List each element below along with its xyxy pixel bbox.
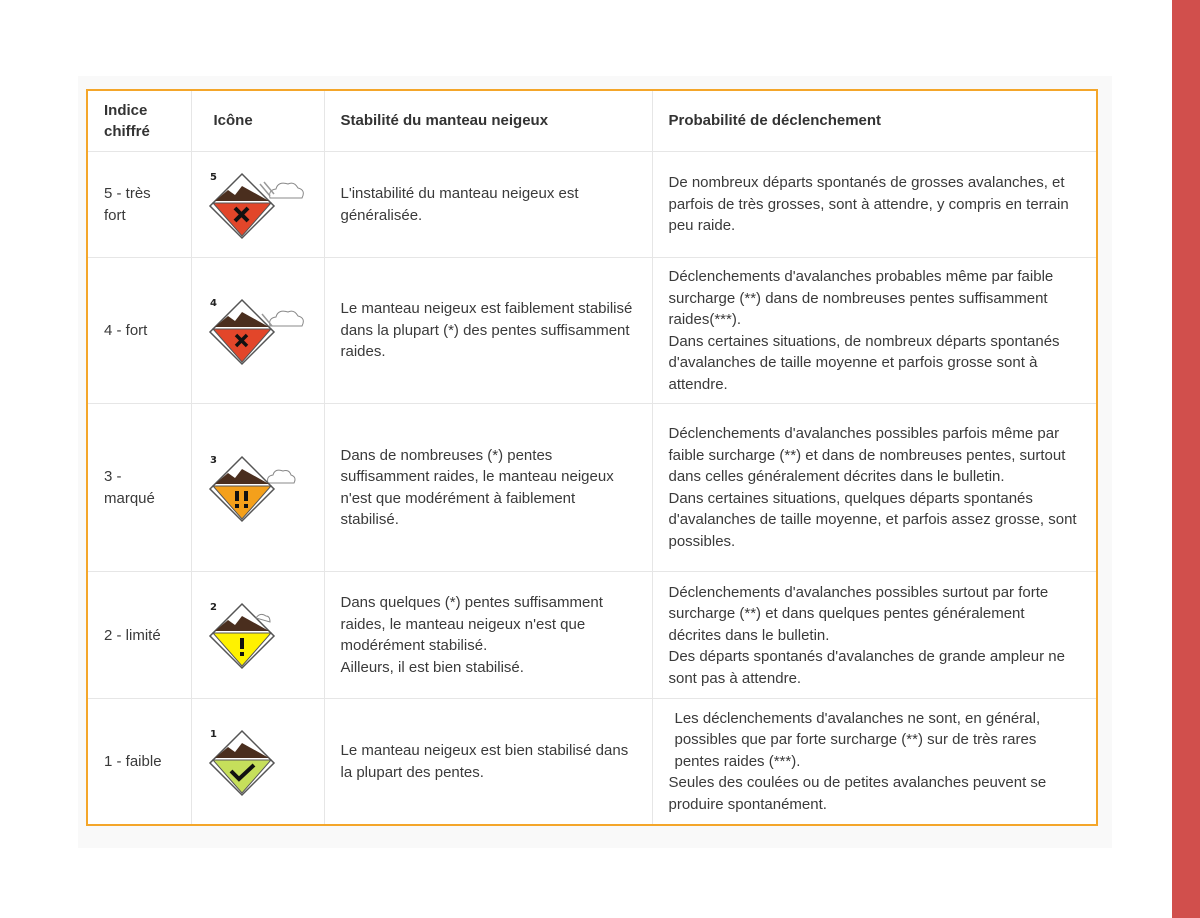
- probability-cell: [652, 404, 1097, 572]
- level-cell: 1 - faible: [87, 699, 191, 825]
- danger-level-3-icon: [208, 453, 314, 523]
- header-level: Indice chiffré: [87, 90, 191, 152]
- danger-level-2-icon: [208, 600, 314, 670]
- table-row: [87, 699, 1097, 825]
- probability-text: Les déclenchements d'avalanches ne sont, en général, possibles que par forte surcharge (**) sur de très rares pentes raides (***).: [674, 709, 1041, 770]
- stability-cell: Le manteau neigeux est faiblement stabilisé dans la plupart (*) des pentes suffisamment raides.: [324, 258, 652, 404]
- probability-line: Seules des coulées ou de petites avalanches peuvent se produire spontanément.: [668, 774, 1047, 813]
- icon-cell: [191, 152, 324, 258]
- icon-cell: [191, 404, 324, 572]
- stability-cell: Le manteau neigeux est bien stabilisé dans la plupart des pentes.: [324, 699, 652, 825]
- stability-cell: [324, 572, 652, 699]
- stability-cell: Dans de nombreuses (*) pentes suffisamment raides, le manteau neigeux n'est que modérément à faiblement stabilisé.: [324, 404, 652, 572]
- icon-cell: [191, 572, 324, 699]
- icon-level-number: 5: [209, 171, 217, 183]
- probability-cell: [652, 572, 1097, 699]
- probability-line: Déclenchements d'avalanches possibles parfois même par faible surcharge (**) et dans de nombreuses pentes, surtout dans celles généralement décrites dans le bulletin.: [668, 425, 1066, 486]
- probability-line: Des départs spontanés d'avalanches de grande ampleur ne sont pas à attendre.: [668, 648, 1065, 687]
- danger-level-5-icon: [208, 170, 314, 240]
- table-header-row: [87, 90, 1097, 152]
- table-row: [87, 404, 1097, 572]
- level-cell: 4 - fort: [87, 258, 191, 404]
- table-row: [87, 152, 1097, 258]
- icon-level-number: 4: [209, 297, 217, 309]
- probability-line: [669, 708, 1081, 773]
- icon-level-number: 2: [209, 602, 217, 614]
- danger-level-1-icon: [208, 727, 314, 797]
- icon-level-number: 3: [209, 454, 217, 466]
- probability-line: Déclenchements d'avalanches possibles surtout par forte surcharge (**) et dans quelques pentes généralement décrites dans le bulletin.: [668, 583, 1049, 644]
- probability-cell: [652, 699, 1097, 825]
- header-probability: Probabilité de déclenchement: [652, 90, 1097, 152]
- icon-cell: [191, 699, 324, 825]
- level-cell: 3 - marqué: [87, 404, 191, 572]
- header-icon: Icône: [191, 90, 324, 152]
- probability-line: Dans certaines situations, quelques départs spontanés d'avalanches de taille moyenne, et parfois assez grosse, sont possibles.: [668, 489, 1077, 550]
- table-row: [87, 258, 1097, 404]
- table-row: [87, 572, 1097, 699]
- stability-line: Ailleurs, il est bien stabilisé.: [340, 658, 524, 676]
- probability-cell: De nombreux départs spontanés de grosses avalanches, et parfois de très grosses, sont à attendre, y compris en terrain peu raide.: [652, 152, 1097, 258]
- probability-line: Dans certaines situations, de nombreux départs spontanés d'avalanches de taille moyenne et parfois grosse sont à attendre.: [668, 332, 1060, 393]
- stability-line: Dans quelques (*) pentes suffisamment raides, le manteau neigeux n'est que modérément stabilisé.: [340, 594, 603, 655]
- level-cell: 5 - très fort: [87, 152, 191, 258]
- icon-cell: [191, 258, 324, 404]
- side-accent-bar: [1172, 0, 1200, 918]
- danger-level-4-icon: [208, 296, 314, 366]
- icon-level-number: 1: [209, 728, 217, 740]
- probability-line: Déclenchements d'avalanches probables même par faible surcharge (**) dans de nombreuses pentes suffisamment raides(***).: [668, 268, 1054, 329]
- avalanche-risk-table: [86, 89, 1098, 826]
- probability-cell: [652, 258, 1097, 404]
- stability-cell: L'instabilité du manteau neigeux est généralisée.: [324, 152, 652, 258]
- header-stability: Stabilité du manteau neigeux: [324, 90, 652, 152]
- level-cell: 2 - limité: [87, 572, 191, 699]
